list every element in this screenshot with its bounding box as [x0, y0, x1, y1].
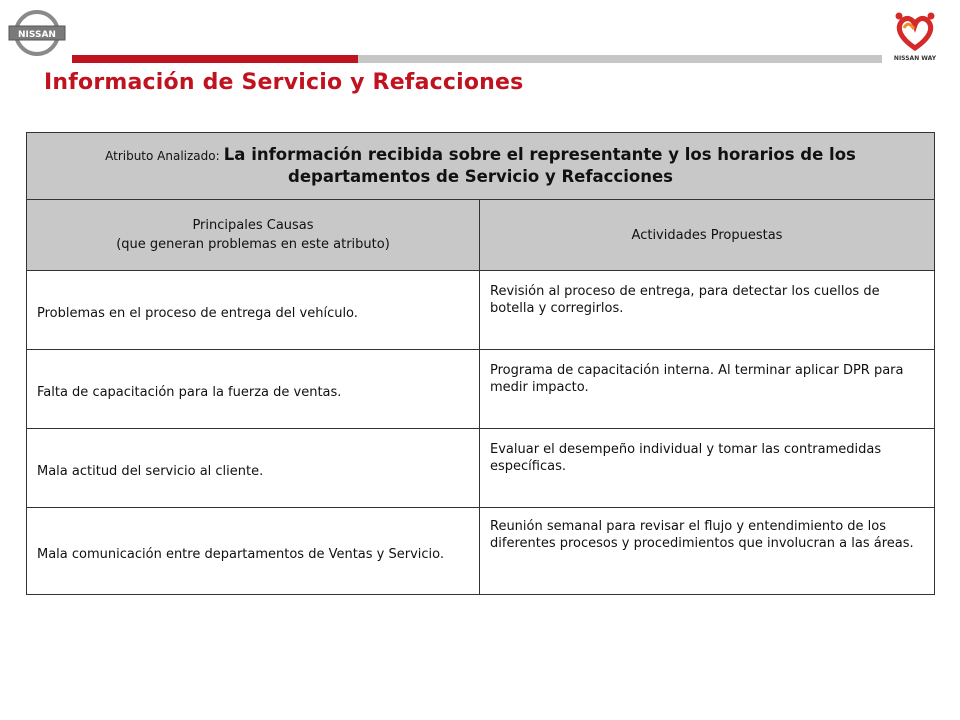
nissan-way-logo: [890, 8, 940, 64]
causes-header-line1: Principales Causas: [192, 218, 314, 233]
cause-cell: Mala comunicación entre departamentos de Ventas y Servicio.: [27, 508, 480, 595]
attribute-cell: [27, 133, 935, 200]
column-header-causes: [27, 200, 480, 271]
cause-cell: Problemas en el proceso de entrega del vehículo.: [27, 271, 480, 350]
column-header-row: [27, 200, 935, 271]
table-row: [27, 508, 935, 595]
activity-cell: Evaluar el desempeño individual y tomar las contramedidas específicas.: [480, 429, 935, 508]
nissan-logo: [8, 8, 66, 58]
table-row: [27, 350, 935, 429]
table-row: [27, 271, 935, 350]
activity-cell: Revisión al proceso de entrega, para detectar los cuellos de botella y corregirlos.: [480, 271, 935, 350]
attribute-header-row: [27, 133, 935, 200]
attribute-label: Atributo Analizado:: [105, 149, 220, 163]
cause-cell: Mala actitud del servicio al cliente.: [27, 429, 480, 508]
svg-text:NISSAN WAY: NISSAN WAY: [893, 55, 937, 62]
activity-cell: Programa de capacitación interna. Al terminar aplicar DPR para medir impacto.: [480, 350, 935, 429]
activity-cell: Reunión semanal para revisar el flujo y entendimiento de los diferentes procesos y procedimientos que involucran a las áreas.: [480, 508, 935, 595]
attribute-text: La información recibida sobre el representante y los horarios de los departamentos de Servicio y Refacciones: [223, 145, 856, 186]
header-grey-bar: [358, 55, 882, 63]
table-row: [27, 429, 935, 508]
svg-text:NISSAN: NISSAN: [18, 30, 56, 40]
causes-header-line2: (que generan problemas en este atributo): [116, 237, 390, 252]
column-header-activities: Actividades Propuestas: [480, 200, 935, 271]
cause-cell: Falta de capacitación para la fuerza de ventas.: [27, 350, 480, 429]
analysis-table: [26, 132, 935, 595]
page-title: Información de Servicio y Refacciones: [44, 70, 524, 95]
header-red-bar: [72, 55, 358, 63]
